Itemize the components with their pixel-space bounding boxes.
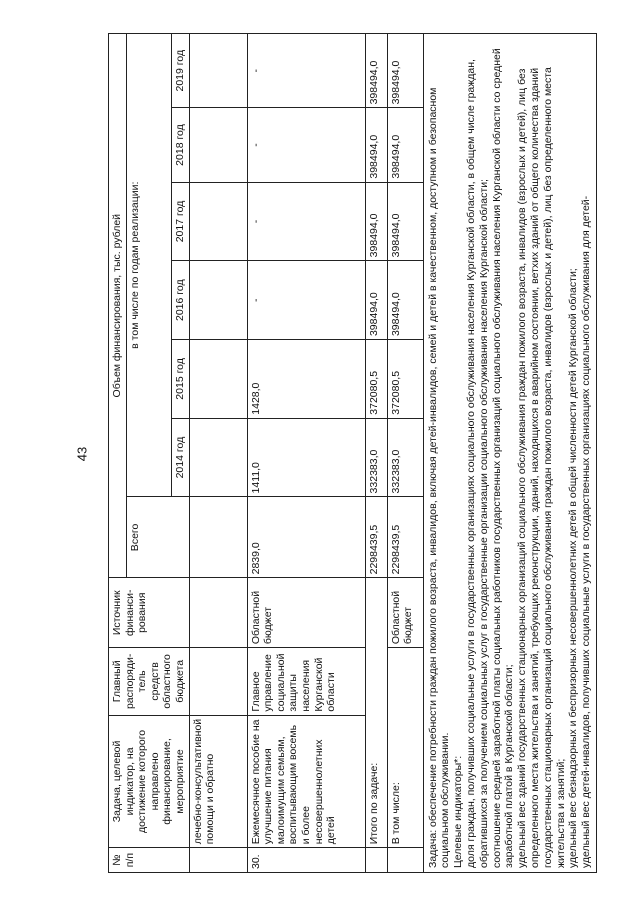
cell-year: - — [247, 261, 365, 340]
header-total: Всего — [126, 497, 189, 578]
cell-year: 398494,0 — [387, 261, 423, 340]
header-source: Источник финанси-рования — [109, 578, 190, 648]
header-year: 2018 год — [171, 108, 189, 182]
header-year: 2017 год — [171, 182, 189, 261]
cell-year — [189, 182, 247, 261]
cell-task: Ежемесячное пособие на улучшение питания малоимущим семьям, воспитывающим восемь и более несовершеннолетних детей — [247, 715, 365, 848]
cell-year: 332383,0 — [387, 418, 423, 497]
cell-no — [387, 848, 423, 873]
header-year: 2015 год — [171, 340, 189, 419]
cell-year: 332383,0 — [365, 418, 387, 497]
cell-task: лечебно-консультативной помощи и обратно — [189, 715, 247, 848]
cell-year: 1411,0 — [247, 418, 365, 497]
cell-year — [189, 418, 247, 497]
cell-total: 2298439,5 — [365, 497, 387, 578]
task-paragraph: удельный вес безнадзорных и беспризорных несовершеннолетних детей в общей численности детей Курганской области; — [567, 268, 580, 868]
table-row — [189, 34, 247, 873]
cell-total: 2839,0 — [247, 497, 365, 578]
cell-year: 398494,0 — [387, 34, 423, 108]
cell-year: 398494,0 — [387, 108, 423, 182]
task-paragraph: удельный вес детей-инвалидов, получивших социальные услуги в государственных организациях социального обслуживания для детей- — [580, 195, 593, 868]
task-paragraph: доля граждан, получивших социальные услуги в государственных организациях социального обслуживания населения Курганской области, в общем числе граждан, обратившихся за получением социальных услуг в государственные организации социального обслуживания населения Курганской области; — [464, 59, 490, 868]
table-row — [365, 34, 387, 873]
cell-task: Итого по задаче: — [365, 578, 387, 848]
task-paragraph: Задача: обеспечение потребности граждан пожилого возраста, инвалидов, включая детей-инвалидов, семей и детей в качественном, доступном и безопасном социальном обслуживании. — [426, 87, 452, 868]
cell-manager — [189, 648, 247, 715]
cell-year — [189, 34, 247, 108]
cell-year — [189, 261, 247, 340]
cell-source: Областной бюджет — [247, 578, 365, 648]
cell-total: 2298439,5 — [387, 497, 423, 578]
task-paragraph: Целевые индикаторы*: — [452, 755, 465, 868]
header-manager: Главный распоряди-тель средств областного бюджета — [109, 648, 190, 715]
table-row — [423, 34, 596, 873]
task-paragraph: соотношение средней заработной платы социальных работников государственных организаций социального обслуживания населения Курганской области со средней заработной платой в Курганской области; — [490, 48, 516, 868]
table-row — [387, 34, 423, 873]
cell-year: 372080,5 — [387, 340, 423, 419]
cell-year: 398494,0 — [365, 182, 387, 261]
cell-no — [365, 848, 387, 873]
header-by-year: в том числе по годам реализации: — [126, 34, 171, 497]
cell-source: Областной бюджет — [387, 578, 423, 648]
header-year: 2019 год — [171, 34, 189, 108]
task-description-block — [423, 34, 596, 873]
cell-no — [189, 848, 247, 873]
cell-no: 30. — [247, 848, 365, 873]
header-year: 2014 год — [171, 418, 189, 497]
cell-year: 398494,0 — [387, 182, 423, 261]
cell-year: 1428,0 — [247, 340, 365, 419]
header-task: Задача, целевой индикатор, на достижение которого направлено финансирование, мероприятие — [109, 715, 190, 848]
financing-table — [108, 33, 597, 873]
table-row — [247, 34, 365, 873]
cell-total — [189, 497, 247, 578]
rotated-sheet — [108, 33, 593, 873]
task-paragraph: удельный вес зданий государственных стационарных организаций социального обслуживания граждан пожилого возраста, инвалидов (взрослых и детей), лиц без определенного места жительства и занятий, требующих реконструкции, зданий, находящихся в аварийном состоянии, ветхих зданий от общего количества зданий государственных стационарных организаций социального обслуживания граждан пожилого возраста, инвалидов (взрослых и детей), лиц без определенного места жительства и занятий; — [516, 67, 567, 868]
cell-year: 398494,0 — [365, 261, 387, 340]
header-volume: Объем финансирования, тыс. рублей — [109, 34, 127, 578]
cell-source — [189, 578, 247, 648]
cell-year — [189, 340, 247, 419]
cell-year: 372080,5 — [365, 340, 387, 419]
cell-year: - — [247, 34, 365, 108]
header-no: № п/п — [109, 848, 190, 873]
header-year: 2016 год — [171, 261, 189, 340]
cell-year: 398494,0 — [365, 34, 387, 108]
cell-year — [189, 108, 247, 182]
cell-manager: Главное управление социальной защиты населения Курганской области — [247, 648, 365, 715]
page-number: 43 — [74, 446, 90, 462]
cell-task: В том числе: — [387, 648, 423, 848]
cell-year: - — [247, 182, 365, 261]
cell-year: 398494,0 — [365, 108, 387, 182]
cell-year: - — [247, 108, 365, 182]
